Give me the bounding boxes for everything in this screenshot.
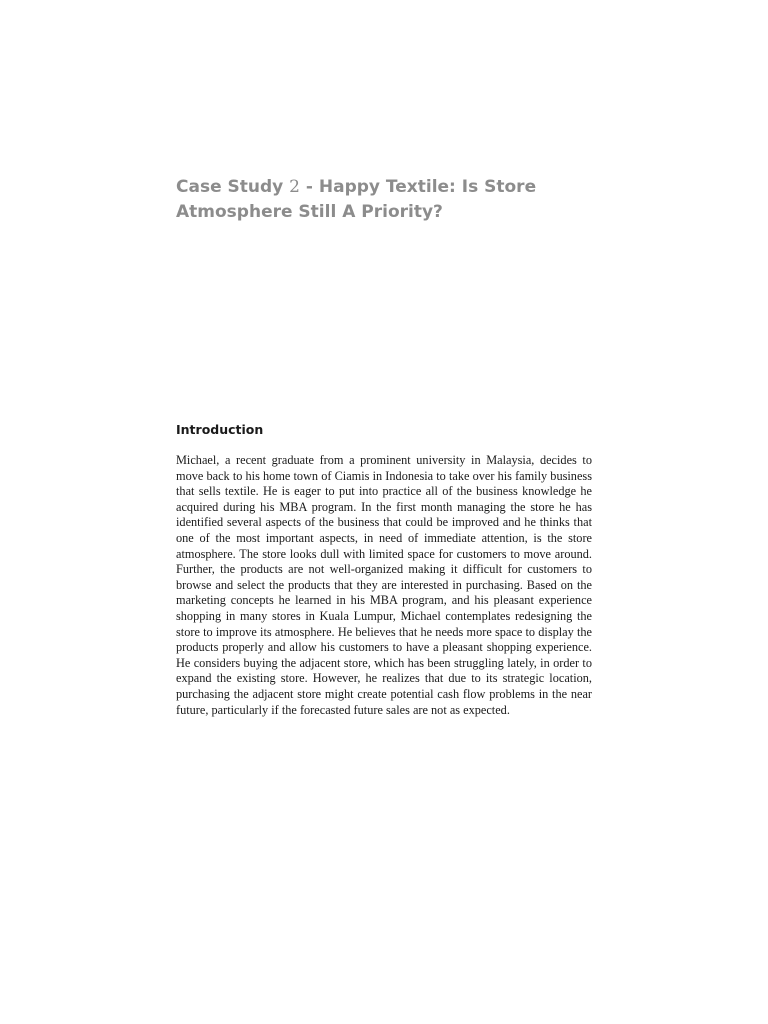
title-suffix: - Happy Textile: Is Store Atmosphere Still A Priority?: [176, 177, 537, 222]
introduction-paragraph: Michael, a recent graduate from a prominent university in Malaysia, decides to move back to his home town of Ciamis in Indonesia to take over his family business that sells textile. He is eager to put into practice all of the business knowledge he acquired during his MBA program. In the first month managing the store he has identified several aspects of the business that could be improved and he thinks that one of the most important aspects, in need of immediate attention, is the store atmosphere. The store looks dull with limited space for customers to move around. Further, the products are not well-organized making it difficult for customers to browse and select the products that they are interested in purchasing. Based on the marketing concepts he learned in his MBA program, and his pleasant experience shopping in many stores in Kuala Lumpur, Michael contemplates redesigning the store to improve its atmosphere. He believes that he needs more space to display the products properly and allow his customers to have a pleasant shopping experience. He considers buying the adjacent store, which has been struggling lately, in order to expand the existing store. However, he realizes that due to its strategic location, purchasing the adjacent store might create potential cash flow problems in the near future, particularly if the forecasted future sales are not as expected.: [176, 453, 592, 717]
section-heading-introduction: Introduction: [176, 422, 264, 437]
case-study-title: [176, 175, 646, 225]
title-prefix: Case Study: [176, 177, 290, 197]
title-number: 2: [289, 177, 300, 197]
